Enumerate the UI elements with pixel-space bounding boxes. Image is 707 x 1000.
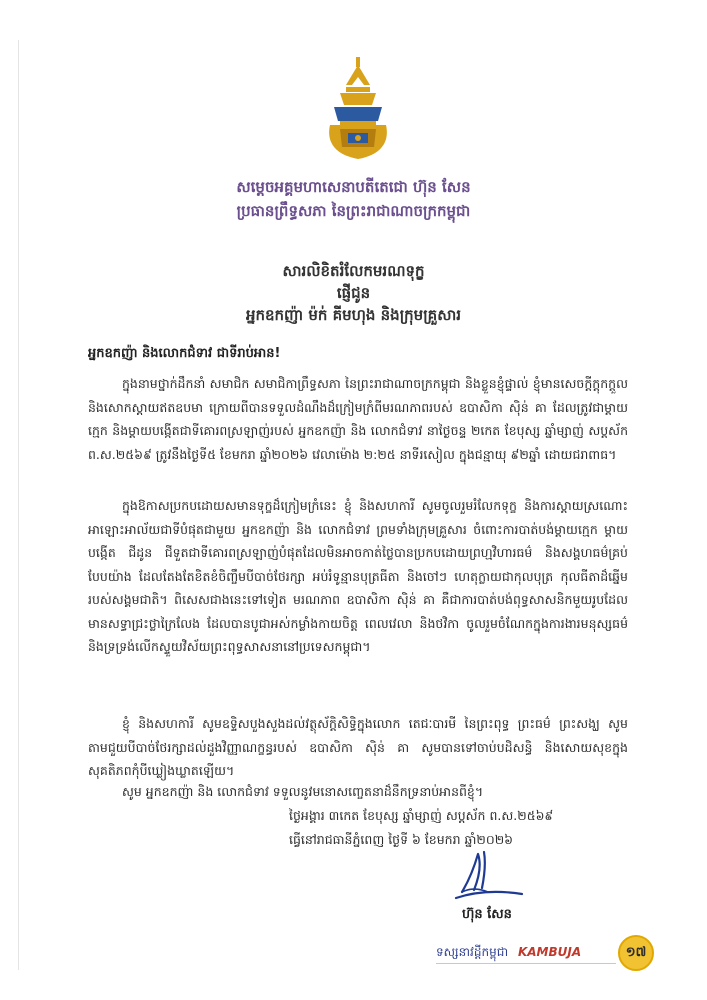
page-number-badge: ១៧ (618, 935, 654, 971)
salutation: អ្នកឧកញ៉ា និងលោកជំទាវ ជាទីរាប់អាន! (88, 346, 281, 361)
signature-icon (448, 848, 528, 906)
senate-emblem-icon (318, 55, 398, 165)
letter-title: សារលិខិតរំលែកមរណទុក្ខ (282, 262, 425, 280)
letter-recipient: អ្នកឧកញ៉ា ម៉ក់ គីមហុង និងក្រុមគ្រួសារ (245, 306, 462, 324)
paragraph-2: ក្នុងឱកាសប្រកបដោយសមានទុក្ខដ៏ក្រៀមក្រំនេះ ខ្ញុំ និងសហការី សូមចូលរួមរំលែកទុក្ខ និងការស្តាយស្រណោះ អាឡោះអាល័យជាទីបំផុតជាមួយ អ្នកឧកញ៉ា និង លោកជំទាវ ព្រមទាំងក្រុមគ្រួសារ ចំពោះការបាត់បង់ម្តាយក្មេក ម្តាយបង្កើត ជីដូន ជីទួតជាទីគោរពស្រឡាញ់បំផុតដែលមិនអាចកាត់ថ្លៃបានប្រកបដោយព្រហ្មវិហារធម៌ និងសង្គហធម៌គ្រប់បែបយ៉ាង ដែលតែងតែខិតខំចិញ្ចឹមបីបាច់ថែរក្សា អប់រំទូន្មានបុត្រធីតា និងចៅៗ ហេតុក្លាយជាកុលបុត្រ កុលធីតាដ៏ឆ្នើមរបស់សង្គមជាតិ។ ពិសេសជាងនេះទៅទៀត មរណភាព ឧបាសិកា ស៊ិន់ គា គឺជាការបាត់បង់ពុទ្ធសាសនិកមួយរូបដែលមានសទ្ធាជ្រះថ្លាក្រៃលែង ដែលបានបូជាអស់កម្លាំងកាយចិត្ត ពេលវេលា និងថវិកា ចូលរួមចំណែកក្នុងការងារមនុស្សធម៌ និងទ្រទ្រង់លើកស្ទួយវិស័យព្រះពុទ្ធសាសនានៅប្រទេសកម្ពុជា។ (88, 498, 628, 654)
sender-name: សម្តេចអគ្គមហាសេនាបតីតេជោ ហ៊ុន សែន (236, 178, 471, 196)
letter-title-sent-to: ផ្ញើជូន (336, 284, 371, 302)
footer-divider (436, 963, 616, 964)
footer-magazine (436, 944, 581, 962)
paragraph-3: ខ្ញុំ និងសហការី សូមឧទ្ទិសបួងសួងដល់វត្ថុស័ក្តិសិទ្ធិក្នុងលោក តេជៈបារមី នៃព្រះពុទ្ធ ព្រះធម៌ ព្រះសង្ឃ សូមតាមជួយបីបាច់ថែរក្សាដល់ដួងវិញ្ញាណក្ខន្ធរបស់ ឧបាសិកា ស៊ិន់ គា សូមបានទៅចាប់បដិសន្ធិ និងសោយសុខក្នុងសុគតិភពកុំបីឃ្លៀងឃ្លាតឡើយ។ (88, 716, 628, 778)
paragraph-4: សូម អ្នកឧកញ៉ា និង លោកជំទាវ ទទួលនូវមនោសញ្ចេតនាដ៏នឹកទ្រនាប់អានពីខ្ញុំ។ (122, 784, 484, 799)
place-date-line: ធ្វើនៅរាជធានីភ្នំពេញ ថ្ងៃទី ៦ ខែមករា ឆ្នាំ២០២៦ (289, 832, 514, 847)
signer-name: ហ៊ុន សែន (462, 907, 512, 922)
paragraph-1: ក្នុងនាមថ្នាក់ដឹកនាំ សមាជិក សមាជិកាព្រឹទ្ធសភា នៃព្រះរាជាណាចក្រកម្ពុជា និងខ្លួនខ្ញុំផ្ទាល់ ខ្ញុំមានសេចក្តីក្តុកក្តួល និងសោកស្តាយឥតឧបមា ក្រោយពីបានទទួលដំណឹងដ៏ក្រៀមក្រំពីមរណភាពរបស់ ឧបាសិកា ស៊ិន់ គា ដែលត្រូវជាម្តាយក្មេក និងម្តាយបង្កើតជាទីគោរពស្រឡាញ់របស់ អ្នកឧកញ៉ា និង លោកជំទាវ នាថ្ងៃចន្ទ ២កេត ខែបុស្ស ឆ្នាំម្សាញ់ សប្តស័ក ព.ស.២៥៦៩ ត្រូវនឹងថ្ងៃទី៥ ខែមករា ឆ្នាំ២០២៦ វេលាម៉ោង ២:២៥ នាទីរសៀល ក្នុងជន្មាយុ ៩២ឆ្នាំ ដោយជរាពាធ។ (88, 376, 628, 462)
magazine-brand: KAMBUJA (517, 945, 582, 959)
lunar-date-line: ថ្ងៃអង្គារ ៣កេត ខែបុស្ស ឆ្នាំម្សាញ់ សប្តស័ក ព.ស.២៥៦៩ (289, 808, 554, 823)
sender-title: ប្រធានព្រឹទ្ធសភា នៃព្រះរាជាណាចក្រកម្ពុជា (236, 202, 471, 220)
magazine-title-kh: ទស្សនាវដ្តីកម្ពុជា (436, 945, 509, 959)
